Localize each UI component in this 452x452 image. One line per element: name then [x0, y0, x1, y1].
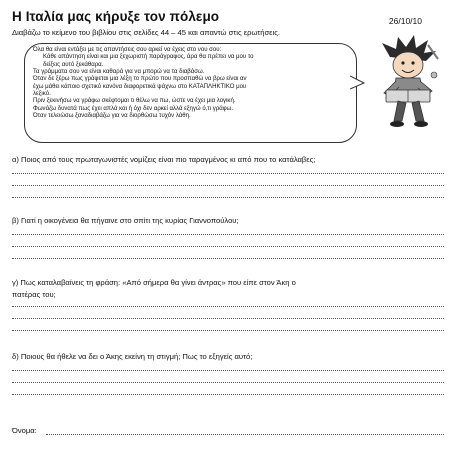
question-text: δ) Ποιους θα ήθελε να δει ο Άκης εκείνη τη στιγμή; Πως το εξηγείς αυτό;	[12, 352, 253, 361]
page-title: Η Ιταλία μας κήρυξε τον πόλεμο	[12, 9, 220, 24]
answer-line[interactable]	[12, 245, 444, 247]
instruction-list	[33, 47, 348, 120]
answer-line[interactable]	[12, 317, 444, 319]
date-label: 26/10/10	[388, 16, 422, 26]
instruction-line: Πριν ξεκινήσω να γράφω σκέφτομαι τι θέλω να πω, ώστε να έχει μια λογική.	[33, 98, 236, 105]
instruction-line: έχω μάθει κάποιο σχετικό κανόνα διαφορετικά ψάχνω στο ΚΑΤΑΠΛΗΚΤΙΚΟ μου	[33, 83, 247, 90]
question-text: β) Γιατί η οικογένεια θα πήγαινε στο σπίτι της κυρίας Γιαννοπούλου;	[12, 216, 239, 225]
answer-line[interactable]	[12, 329, 444, 331]
instruction-line: Όλα θα είναι εντάξει με τις απαντήσεις σου αρκεί να έχεις στο νου σου:	[33, 47, 222, 53]
instruction-line: λεξικό.	[33, 91, 51, 98]
question-text: α) Ποιος από τους πρωταγωνιστές νομίζεις είναι πιο ταραγμένος κι από που το κατάλαβες;	[12, 155, 316, 164]
answer-line[interactable]	[12, 305, 444, 307]
instructions-subtitle: Διαβάζω το κείμενο του βιβλίου στις σελίδες 44 – 45 και απαντώ στις ερωτήσεις.	[12, 28, 281, 37]
instruction-line: Όταν δε ξέρω πως γράφεται μια λέξη το πρώτο που προσπαθώ να βρω είναι αν	[33, 76, 247, 83]
cartoon-character-illustration	[372, 35, 444, 131]
instruction-line: Όταν τελειώσω ξαναδιαβάζω για να διορθώσω τυχόν λάθη.	[33, 113, 191, 120]
question-text: πατέρας του;	[12, 290, 56, 299]
answer-line[interactable]	[12, 393, 444, 395]
instruction-line: Φωνάζω δυνατά πως έχει απλά και ή όχι δεν αρκεί αλλά εξηγώ ό,τι γράφω.	[33, 105, 234, 112]
name-label: Όνομα:	[12, 426, 37, 435]
instruction-line: Κάθε απάντηση είναι και μια ξεχωριστή παράγραφος, άρα θα πρέπει να μου το	[43, 54, 254, 61]
answer-line[interactable]	[12, 172, 444, 174]
answer-line[interactable]	[12, 196, 444, 198]
answer-line[interactable]	[12, 369, 444, 371]
question-text: γ) Πως καταλαβαίνεις τη φράση: «Από σήμερα θα γίνει άντρας» που είπε στον Άκη ο	[12, 278, 296, 287]
answer-line[interactable]	[12, 257, 444, 259]
speech-bubble-tail	[350, 74, 366, 92]
answer-line[interactable]	[12, 381, 444, 383]
instruction-line: Τα γράμματα σου να είναι καθαρά για να μπορώ να τα διαβάσω.	[33, 69, 205, 76]
answer-line[interactable]	[12, 184, 444, 186]
name-answer-line[interactable]	[46, 433, 444, 435]
speech-bubble	[24, 43, 357, 143]
instruction-line: δείξεις αυτό ξεκάθαρα.	[43, 61, 104, 68]
answer-line[interactable]	[12, 233, 444, 235]
